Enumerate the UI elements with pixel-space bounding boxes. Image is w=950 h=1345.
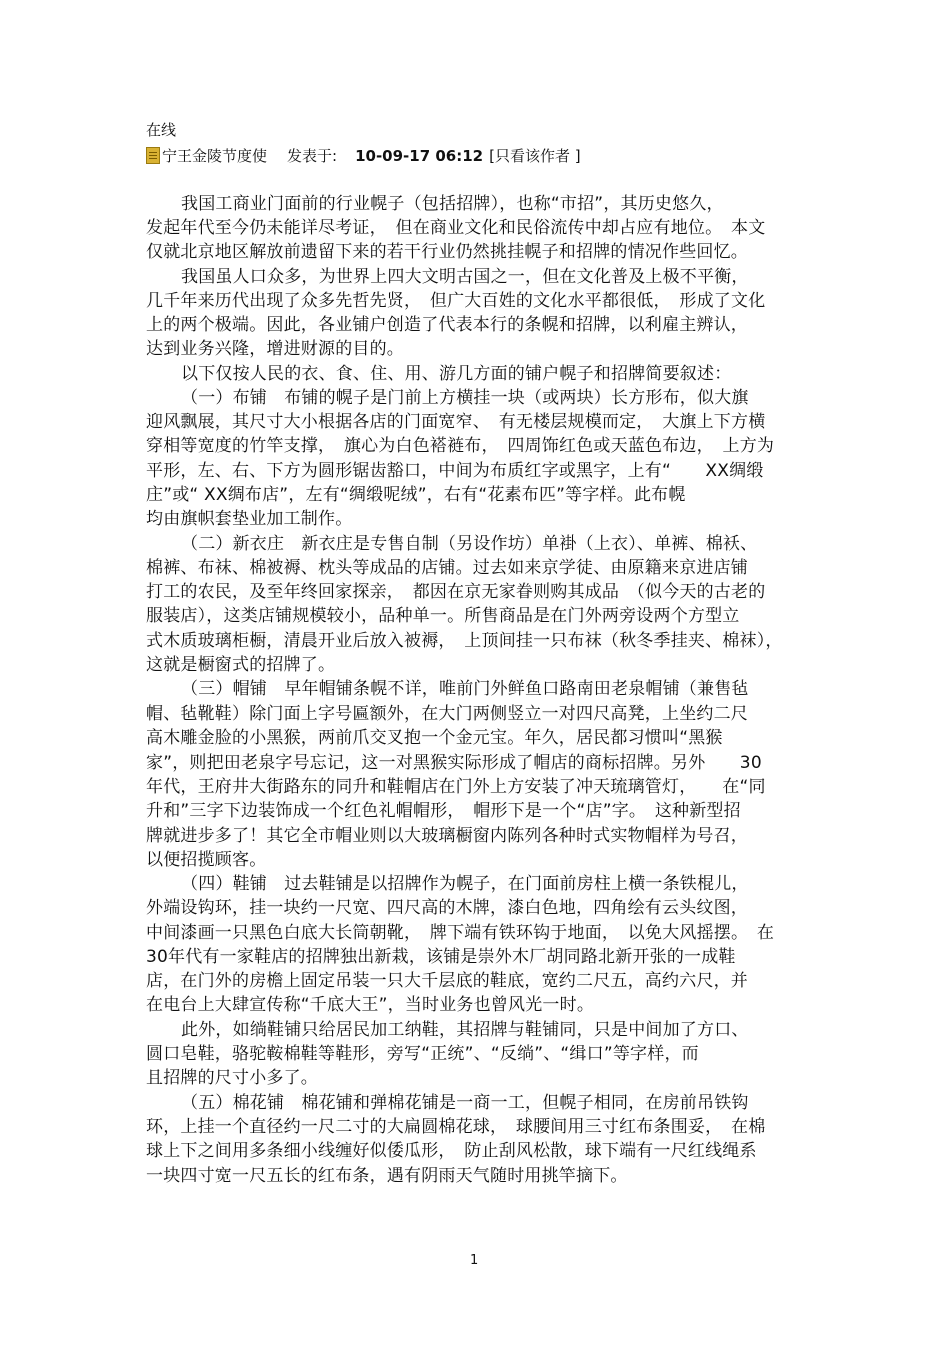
text-line: （二）新衣庄 新衣庄是专售自制（另设作坊）单褂（上衣）、单裤、棉袄、 <box>181 534 758 554</box>
posted-date: 10-09-17 06:12 <box>355 146 484 165</box>
text-line: 圆口皂鞋，骆驼鞍棉鞋等鞋形，旁写“正统”、“反绱”、“缉口”等字样，而 <box>146 1044 699 1064</box>
text-line: 穿相等宽度的竹竿支撑， 旗心为白色褡裢布， 四周饰红色或天蓝色布边， 上方为 <box>146 436 775 456</box>
text-line: 高木雕金脸的小黑猴，两前爪交叉抱一个金元宝。年久，居民都习惯叫“黑猴 <box>146 728 723 748</box>
text-line: 我国虽人口众多，为世界上四大文明古国之一，但在文化普及上极不平衡， <box>181 267 749 287</box>
text-line: 仅就北京地区解放前遗留下来的若干行业仍然挑挂幌子和招牌的情况作些回忆。 <box>146 242 748 262</box>
text-line: 且招牌的尺寸小多了。 <box>146 1068 318 1088</box>
text-line: （三）帽铺 早年帽铺条幌不详，唯前门外鲜鱼口路南田老泉帽铺（兼售毡 <box>181 679 749 699</box>
text-line: （一）布铺 布铺的幌子是门前上方横挂一块（或两块）长方形布，似大旗 <box>181 388 749 408</box>
text-line: 环，上挂一个直径约一尺二寸的大扁圆棉花球， 球腰间用三寸红布条围妥， 在棉 <box>146 1117 766 1137</box>
author-name[interactable]: 宁王金陵节度使 <box>162 147 268 165</box>
text-line: 球上下之间用多条细小线缠好似倭瓜形， 防止刮风松散，球下端有一尺红线绳系 <box>146 1141 757 1161</box>
text-line: 几千年来历代出现了众多先哲先贤， 但广大百姓的文化水平都很低， 形成了文化 <box>146 291 766 311</box>
text-line: 式木质玻璃柜橱，清晨开业后放入被褥， 上顶间挂一只布袜（秋冬季挂夹、棉袜）， <box>146 631 783 651</box>
text-line: 家”，则把田老泉字号忘记，这一对黑猴实际形成了帽店的商标招牌。另外 30 <box>146 753 762 773</box>
text-line: 中间漆画一只黑色白底大长筒朝靴， 牌下端有铁环钩于地面， 以免大风摇摆。 在 <box>146 923 775 943</box>
text-line: 一块四寸宽一尺五长的红布条，遇有阴雨天气随时用挑竿摘下。 <box>146 1166 628 1186</box>
text-line: 牌就进步多了！其它全市帽业则以大玻璃橱窗内陈列各种时式实物帽样为号召， <box>146 826 748 846</box>
text-line: 平形，左、右、下方为圆形锯齿豁口，中间为布质红字或黑字，上有“ XX绸缎 <box>146 461 764 481</box>
text-line: 迎风飘展，其尺寸大小根据各店的门面宽窄、 有无楼层规模而定， 大旗上下方横 <box>146 412 766 432</box>
text-line: 上的两个极端。因此，各业铺户创造了代表本行的条幌和招牌，以利雇主辨认， <box>146 315 748 335</box>
text-line: 打工的农民，及至年终回家探亲， 都因在京无家眷则购其成品 （似今天的古老的 <box>146 582 766 602</box>
text-line: 以下仅按人民的衣、食、住、用、游几方面的铺户幌子和招牌简要叙述： <box>181 364 732 384</box>
text-line: 均由旗帜套垫业加工制作。 <box>146 509 353 529</box>
text-line: 这就是橱窗式的招牌了。 <box>146 655 336 675</box>
text-line: 年代，王府井大街路东的同升和鞋帽店在门外上方安装了冲天琉璃管灯， 在“同 <box>146 777 766 797</box>
posted-label: 发表于: <box>287 147 338 165</box>
text-line: 在电台上大肆宣传称“千底大王”，当时业务也曾风光一时。 <box>146 995 595 1015</box>
text-line: 棉裤、布袜、棉被褥、枕头等成品的店铺。过去如来京学徒、由原籍来京进店铺 <box>146 558 748 578</box>
text-line: 达到业务兴隆，增进财源的目的。 <box>146 339 404 359</box>
text-line: 以便招揽顾客。 <box>146 850 267 870</box>
text-line: 发起年代至今仍未能详尽考证， 但在商业文化和民俗流传中却占应有地位。 本文 <box>146 218 766 238</box>
post-meta <box>146 145 581 166</box>
text-line: 外端设钩环，挂一块约一尺宽、四尺高的木牌，漆白色地，四角绘有云头纹图， <box>146 898 748 918</box>
text-line: 30年代有一家鞋店的招牌独出新栽，该铺是崇外木厂胡同路北新开张的一成鞋 <box>146 947 736 967</box>
text-line: 店，在门外的房檐上固定吊装一只大千层底的鞋底，宽约二尺五，高约六尺，并 <box>146 971 748 991</box>
text-line: 庄”或“ XX绸布店”，左有“绸缎呢绒”，右有“花素布匹”等字样。此布幌 <box>146 485 686 505</box>
text-line: 服装店），这类店铺规模较小，品种单一。所售商品是在门外两旁设两个方型立 <box>146 606 740 626</box>
note-icon <box>146 147 160 164</box>
text-line: （五）棉花铺 棉花铺和弹棉花铺是一商一工，但幌子相同，在房前吊铁钩 <box>181 1093 749 1113</box>
text-line: （四）鞋铺 过去鞋铺是以招牌作为幌子，在门面前房柱上横一条铁棍儿， <box>181 874 749 894</box>
text-line: 此外，如绱鞋铺只给居民加工纳鞋，其招牌与鞋铺同，只是中间加了方口、 <box>181 1020 749 1040</box>
online-status: 在线 <box>146 121 177 139</box>
text-line: 我国工商业门面前的行业幌子（包括招牌），也称“市招”，其历史悠久， <box>181 194 724 214</box>
text-line: 帽、毡靴鞋）除门面上字号匾额外，在大门两侧竖立一对四尺高凳，上坐约二尺 <box>146 704 748 724</box>
text-line: 升和”三字下边装饰成一个红色礼帽帽形， 帽形下是一个“店”字。 这种新型招 <box>146 801 741 821</box>
page-number: 1 <box>470 1253 479 1268</box>
only-author-link[interactable]: [只看该作者 ] <box>489 147 581 165</box>
